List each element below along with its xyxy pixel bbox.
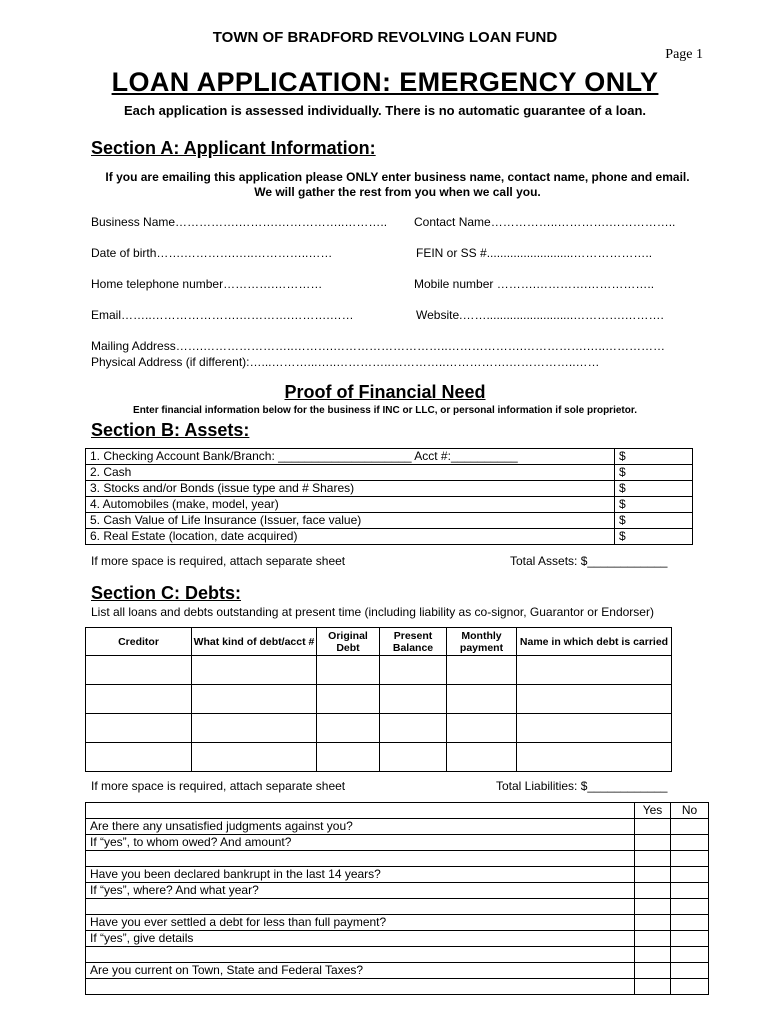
asset-amount-cell[interactable]: $ (615, 513, 693, 529)
no-checkbox-cell[interactable] (671, 963, 709, 979)
asset-label: 5. Cash Value of Life Insurance (Issuer, face value) (86, 513, 615, 529)
answer-space-row (86, 947, 709, 963)
question-followup (86, 979, 635, 995)
debts-column-header: What kind of debt/acct # (192, 628, 317, 656)
debt-cell[interactable] (517, 685, 672, 714)
question-text: Are there any unsatisfied judgments against you? (86, 819, 635, 835)
debt-cell[interactable] (317, 685, 380, 714)
asset-label: 2. Cash (86, 465, 615, 481)
total-assets-field[interactable]: Total Assets: $____________ (510, 554, 668, 568)
debt-cell[interactable] (317, 714, 380, 743)
debt-row (86, 685, 672, 714)
answer-space-blank (671, 899, 709, 915)
org-name: TOWN OF BRADFORD REVOLVING LOAN FUND (212, 29, 558, 46)
email-note: If you are emailing this application please ONLY enter business name, contact name, phone and email. We will gather the rest from you when we call you. (105, 170, 690, 199)
debt-row (86, 743, 672, 772)
section-c-heading: Section C: Debts: (91, 583, 242, 603)
debts-column-header: Creditor (86, 628, 192, 656)
debt-cell[interactable] (447, 714, 517, 743)
asset-row (86, 529, 693, 545)
home-phone-field[interactable]: Home telephone number………….………… (91, 277, 323, 291)
debt-cell[interactable] (447, 743, 517, 772)
answer-space[interactable] (86, 851, 635, 867)
debt-cell[interactable] (517, 656, 672, 685)
asset-row (86, 465, 693, 481)
answer-space-blank (635, 851, 671, 867)
asset-row (86, 481, 693, 497)
physical-address-field[interactable]: Physical Address (if different):…...………...…..…………..…………..…………….……………..…… (91, 355, 600, 369)
answer-space-blank (671, 851, 709, 867)
followup-blank (635, 931, 671, 947)
question-followup[interactable]: If “yes”, give details (86, 931, 635, 947)
website-field[interactable]: Website.……..........................………….………. (416, 308, 664, 322)
assets-table (85, 448, 693, 545)
debt-cell[interactable] (380, 714, 447, 743)
debt-cell[interactable] (192, 656, 317, 685)
mobile-field[interactable]: Mobile number ……….………….…………….. (414, 277, 655, 291)
answer-space-blank (671, 947, 709, 963)
yes-checkbox-cell[interactable] (635, 963, 671, 979)
debt-cell[interactable] (517, 714, 672, 743)
question-followup[interactable]: If “yes”, where? And what year? (86, 883, 635, 899)
page-number: Page 1 (665, 47, 703, 62)
debt-cell[interactable] (317, 743, 380, 772)
yes-checkbox-cell[interactable] (635, 915, 671, 931)
debt-cell[interactable] (86, 685, 192, 714)
followup-blank (671, 931, 709, 947)
total-liabilities-field[interactable]: Total Liabilities: $____________ (496, 779, 668, 793)
question-followup-row (86, 883, 709, 899)
question-row (86, 867, 709, 883)
followup-blank (671, 835, 709, 851)
debts-column-header: Original Debt (317, 628, 380, 656)
debts-table (85, 627, 672, 772)
debt-cell[interactable] (86, 656, 192, 685)
asset-label: 3. Stocks and/or Bonds (issue type and # Shares) (86, 481, 615, 497)
dob-field[interactable]: Date of birth…….………….…..…………..…… (91, 246, 333, 260)
section-b-heading: Section B: Assets: (91, 420, 250, 440)
question-row (86, 819, 709, 835)
asset-label: 4. Automobiles (make, model, year) (86, 497, 615, 513)
asset-amount-cell[interactable]: $ (615, 529, 693, 545)
assets-more-space: If more space is required, attach separate sheet (91, 554, 346, 568)
contact-name-field[interactable]: Contact Name……………..………….…………….. (414, 215, 676, 229)
yes-checkbox-cell[interactable] (635, 867, 671, 883)
debt-cell[interactable] (86, 743, 192, 772)
debt-row (86, 656, 672, 685)
questions-header-row (86, 803, 709, 819)
questions-table (85, 802, 709, 995)
page-title: LOAN APPLICATION: EMERGENCY ONLY (111, 67, 659, 97)
asset-amount-cell[interactable]: $ (615, 497, 693, 513)
proof-heading: Proof of Financial Need (284, 382, 486, 402)
followup-blank (671, 883, 709, 899)
debt-cell[interactable] (192, 743, 317, 772)
question-followup[interactable]: If “yes”, to whom owed? And amount? (86, 835, 635, 851)
section-a-heading: Section A: Applicant Information: (91, 138, 376, 158)
no-checkbox-cell[interactable] (671, 867, 709, 883)
no-checkbox-cell[interactable] (671, 819, 709, 835)
asset-amount-cell[interactable]: $ (615, 465, 693, 481)
questions-header-blank (86, 803, 635, 819)
answer-space-blank (635, 947, 671, 963)
debt-cell[interactable] (517, 743, 672, 772)
followup-blank (635, 979, 671, 995)
debts-column-header: Present Balance (380, 628, 447, 656)
debts-column-header: Name in which debt is carried (517, 628, 672, 656)
asset-label: 1. Checking Account Bank/Branch: ____________________ Acct #:__________ (86, 449, 615, 465)
question-text: Are you current on Town, State and Federal Taxes? (86, 963, 635, 979)
asset-label: 6. Real Estate (location, date acquired) (86, 529, 615, 545)
mailing-address-field[interactable]: Mailing Address…….…………………..……….………………………..……………….…………….…..…………… (91, 339, 666, 353)
debt-cell[interactable] (447, 656, 517, 685)
no-header: No (671, 803, 709, 819)
debts-more-space: If more space is required, attach separate sheet (91, 779, 346, 793)
question-row (86, 915, 709, 931)
fein-field[interactable]: FEIN or SS #..........................……………….. (416, 246, 653, 260)
question-followup-row (86, 979, 709, 995)
debts-column-header: Monthly payment (447, 628, 517, 656)
debt-cell[interactable] (86, 714, 192, 743)
question-text: Have you ever settled a debt for less than full payment? (86, 915, 635, 931)
answer-space-row (86, 851, 709, 867)
asset-row (86, 513, 693, 529)
followup-blank (635, 835, 671, 851)
debt-cell[interactable] (317, 656, 380, 685)
debt-cell[interactable] (380, 656, 447, 685)
yes-checkbox-cell[interactable] (635, 819, 671, 835)
asset-amount-cell[interactable]: $ (615, 481, 693, 497)
page-subtitle: Each application is assessed individually. There is no automatic guarantee of a loan. (123, 103, 647, 118)
business-name-field[interactable]: Business Name…………….……….……………..……….. (91, 215, 388, 229)
question-followup-row (86, 835, 709, 851)
answer-space-row (86, 899, 709, 915)
debt-row (86, 714, 672, 743)
email-field[interactable]: Email……..………………….………….……….…… (91, 308, 354, 322)
debt-cell[interactable] (380, 743, 447, 772)
debt-cell[interactable] (447, 685, 517, 714)
question-row (86, 963, 709, 979)
answer-space[interactable] (86, 947, 635, 963)
no-checkbox-cell[interactable] (671, 915, 709, 931)
followup-blank (635, 883, 671, 899)
debt-cell[interactable] (192, 685, 317, 714)
answer-space[interactable] (86, 899, 635, 915)
yes-header: Yes (635, 803, 671, 819)
debt-cell[interactable] (192, 714, 317, 743)
debts-intro: List all loans and debts outstanding at present time (including liability as co-signor, Guarantor or Endorser) (91, 605, 654, 619)
asset-row (86, 497, 693, 513)
question-text: Have you been declared bankrupt in the last 14 years? (86, 867, 635, 883)
followup-blank (671, 979, 709, 995)
proof-note: Enter financial information below for the business if INC or LLC, or personal information if sole proprietor. (133, 405, 637, 416)
asset-row (86, 449, 693, 465)
question-followup-row (86, 931, 709, 947)
answer-space-blank (635, 899, 671, 915)
asset-amount-cell[interactable]: $ (615, 449, 693, 465)
debt-cell[interactable] (380, 685, 447, 714)
